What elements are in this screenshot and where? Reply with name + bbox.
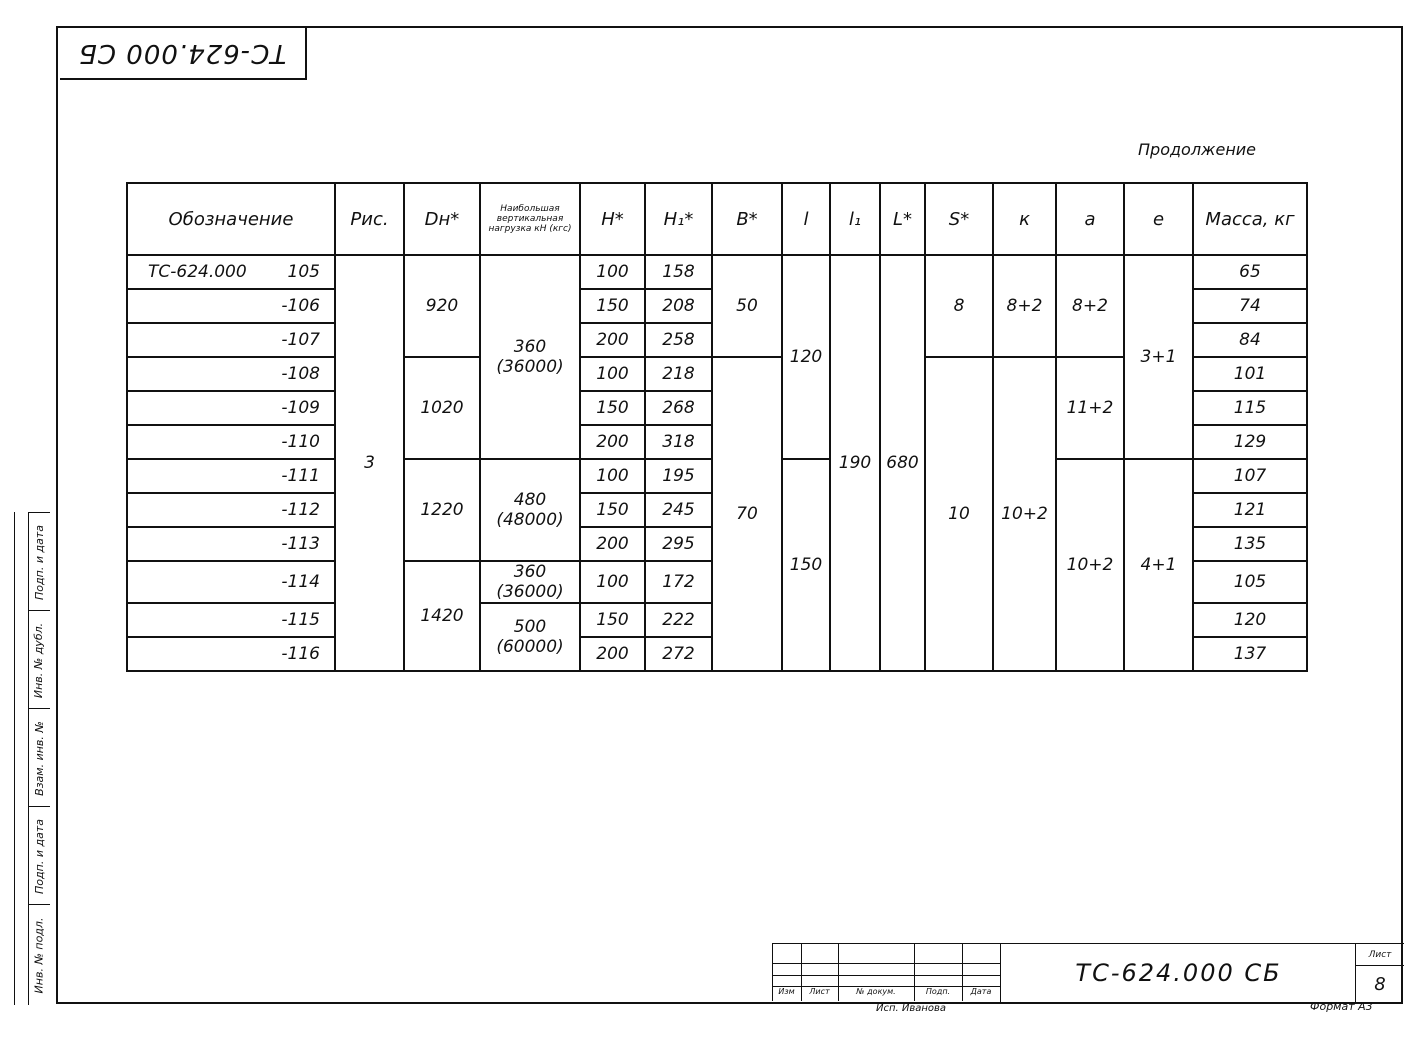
side-cell-3: Взам. инв. № [28,708,50,807]
header-a: a [1056,183,1124,255]
designation-cell [127,637,335,671]
row-code: -110 [281,432,320,452]
side-cell-1: Подп. и дата [28,512,50,611]
designation-cell [127,527,335,561]
h-cell: 100 [580,357,645,391]
rotated-code: ТС-624.000 СБ [78,38,287,68]
load-cell: 500 (60000) [480,603,580,671]
header-h: H* [580,183,645,255]
h-cell: 150 [580,289,645,323]
sheet-label: Лист [1355,943,1404,966]
h-cell: 150 [580,493,645,527]
designation-cell [127,603,335,637]
title-block [772,943,1403,1001]
mass-cell: 84 [1193,323,1307,357]
dn-cell: 1220 [404,459,480,561]
L-cell: 680 [880,255,925,671]
h1-cell: 208 [645,289,712,323]
row-code: -114 [281,572,320,592]
header-b: B* [712,183,782,255]
h1-cell: 268 [645,391,712,425]
header-L: L* [880,183,925,255]
mass-cell: 137 [1193,637,1307,671]
h-cell: 100 [580,561,645,603]
row-code: -109 [281,398,320,418]
mass-cell: 101 [1193,357,1307,391]
row-code: -107 [281,330,320,350]
header-e: e [1124,183,1193,255]
h-cell: 200 [580,637,645,671]
designation-cell [127,391,335,425]
h1-cell: 222 [645,603,712,637]
label-doc-no: № докум. [856,987,896,996]
s-cell: 10 [925,357,993,671]
base-designation: ТС-624.000 [148,262,247,282]
designation-cell [127,357,335,391]
header-l1: l₁ [830,183,880,255]
header-dn: Dн* [404,183,480,255]
header-h1: H₁* [645,183,712,255]
h1-cell: 258 [645,323,712,357]
h1-cell: 272 [645,637,712,671]
mass-cell: 129 [1193,425,1307,459]
side-cell-5: Инв. № подл. [28,904,50,1006]
header-mass: Масса, кг [1193,183,1307,255]
format-label: Формат А3 [1310,1000,1373,1013]
label-sign: Подп. [925,987,951,996]
l-cell: 120 [782,255,830,459]
l1-cell: 190 [830,255,880,671]
row-code: -115 [281,610,320,630]
h-cell: 100 [580,459,645,493]
mass-cell: 115 [1193,391,1307,425]
row-code: -111 [281,466,320,486]
row-code: -116 [281,644,320,664]
h-cell: 200 [580,527,645,561]
rotated-code-stamp [60,28,307,80]
h-cell: 100 [580,255,645,289]
row-code: -108 [281,364,320,384]
doc-code: ТС-624.000 СБ [1000,943,1356,1002]
e-cell: 3+1 [1124,255,1193,459]
h1-cell: 172 [645,561,712,603]
header-fig: Рис. [335,183,404,255]
h-cell: 200 [580,323,645,357]
sheet-number: 8 [1355,965,1404,1002]
h1-cell: 218 [645,357,712,391]
k-cell: 10+2 [993,357,1056,671]
mass-cell: 120 [1193,603,1307,637]
spec-table [126,182,1308,672]
designation-cell [127,425,335,459]
h1-cell: 195 [645,459,712,493]
label-list: Лист [809,987,830,996]
designation-cell [127,289,335,323]
header-load: Наибольшая вертикальная нагрузка кН (кгс) [480,183,580,255]
h1-cell: 318 [645,425,712,459]
side-cell-4: Подп. и дата [28,806,50,905]
a-cell: 10+2 [1056,459,1124,671]
e-cell: 4+1 [1124,459,1193,671]
fig-cell: 3 [335,255,404,671]
mass-cell: 135 [1193,527,1307,561]
s-cell: 8 [925,255,993,357]
table-row [127,255,1307,289]
header-row [127,183,1307,255]
k-cell: 8+2 [993,255,1056,357]
row-code: -106 [281,296,320,316]
side-strip-outer-line [14,512,15,1005]
header-k: к [993,183,1056,255]
mass-cell: 65 [1193,255,1307,289]
h1-cell: 158 [645,255,712,289]
dn-cell: 1020 [404,357,480,459]
row-code: -112 [281,500,320,520]
load-cell: 360 (36000) [480,255,580,459]
designation-cell [127,493,335,527]
l-cell: 150 [782,459,830,671]
continuation-label: Продолжение [1138,140,1257,159]
mass-cell: 74 [1193,289,1307,323]
row-code: -113 [281,534,320,554]
header-s: S* [925,183,993,255]
label-izm: Изм [778,987,795,996]
designation-cell [127,255,335,289]
label-date: Дата [970,987,992,996]
designation-cell [127,459,335,493]
executor-label: Исп. Иванова [876,1003,947,1014]
dn-cell: 1420 [404,561,480,671]
b-cell: 50 [712,255,782,357]
header-designation: Обозначение [127,183,335,255]
row-code: 105 [287,262,320,282]
h-cell: 150 [580,603,645,637]
a-cell: 8+2 [1056,255,1124,357]
b-cell: 70 [712,357,782,671]
side-strip [14,512,56,1005]
mass-cell: 121 [1193,493,1307,527]
designation-cell [127,561,335,603]
h-cell: 150 [580,391,645,425]
designation-cell [127,323,335,357]
dn-cell: 920 [404,255,480,357]
load-cell: 480 (48000) [480,459,580,561]
mass-cell: 105 [1193,561,1307,603]
h-cell: 200 [580,425,645,459]
a-cell: 11+2 [1056,357,1124,459]
header-l: l [782,183,830,255]
side-cell-2: Инв. № дубл. [28,610,50,709]
mass-cell: 107 [1193,459,1307,493]
load-cell: 360 (36000) [480,561,580,603]
h1-cell: 295 [645,527,712,561]
revision-labels [772,987,1000,996]
h1-cell: 245 [645,493,712,527]
